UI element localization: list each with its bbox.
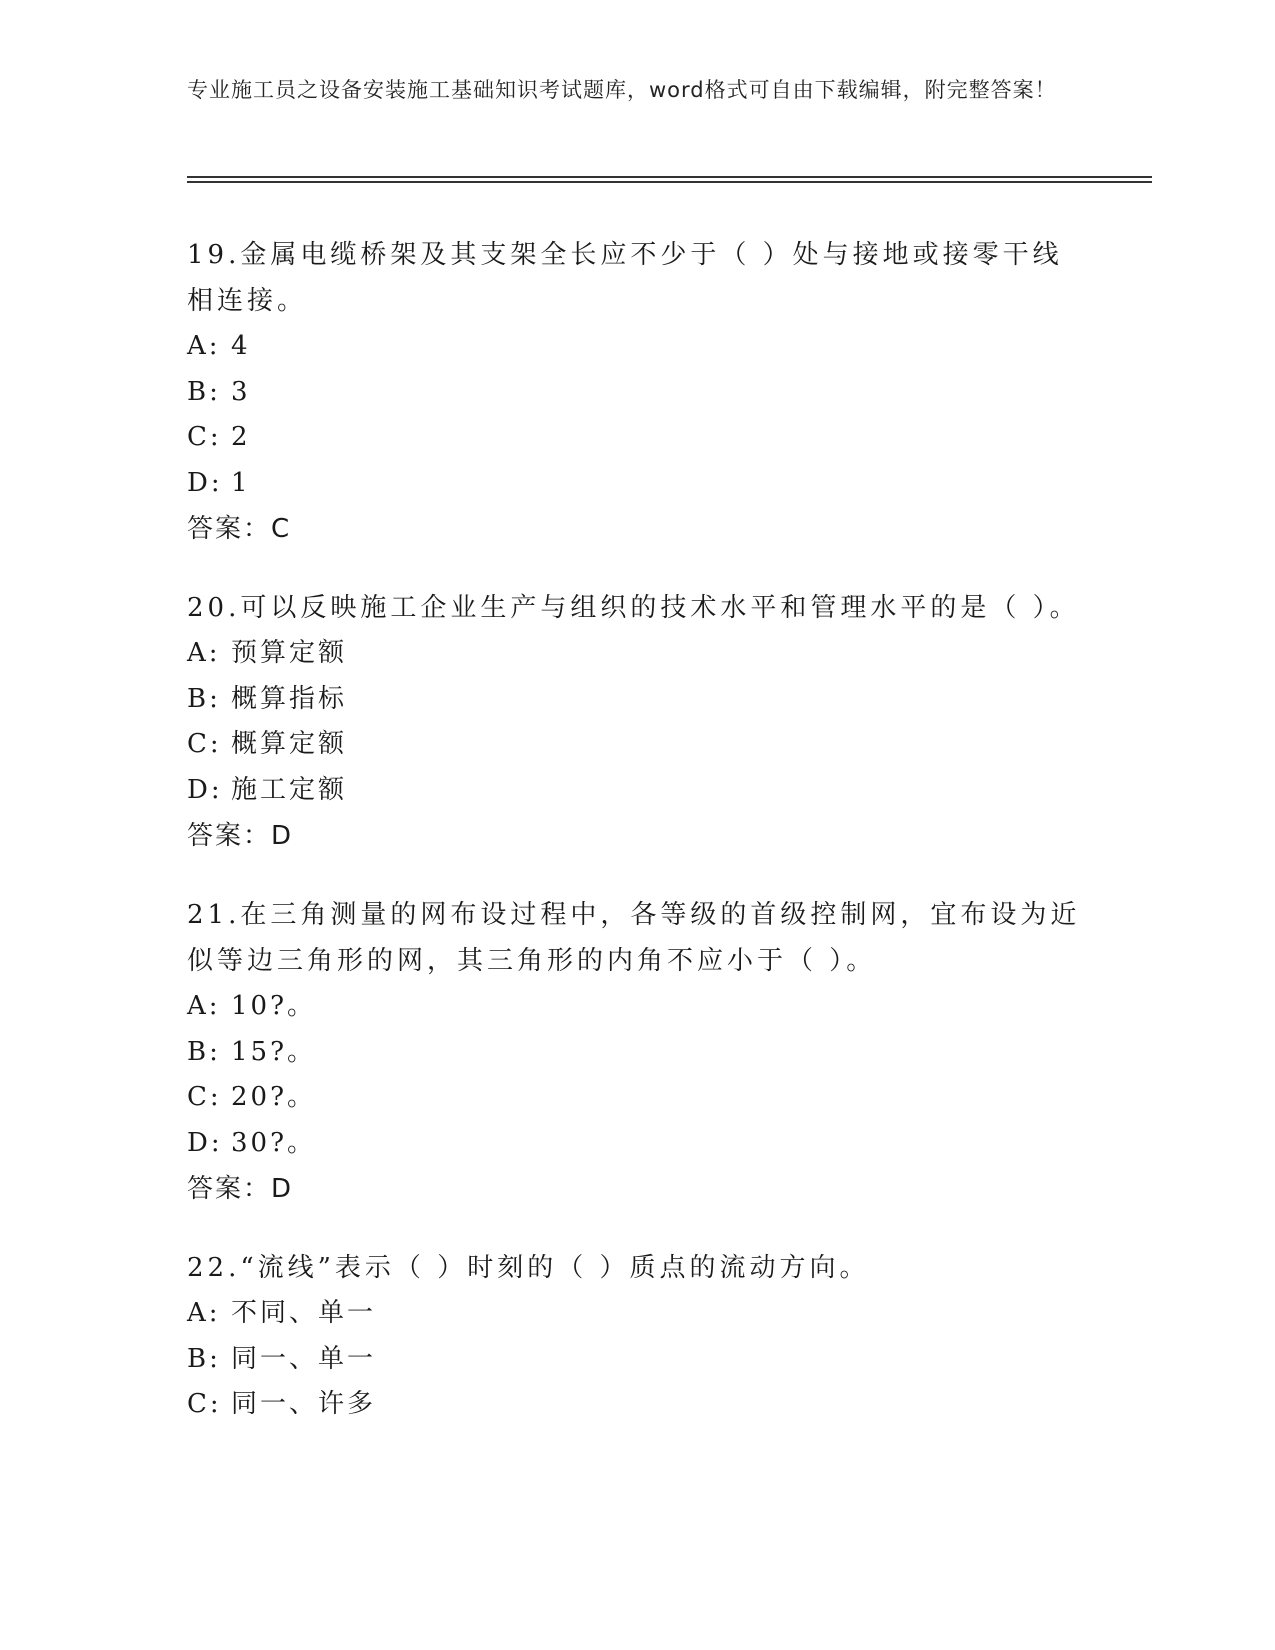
option-letter: B: [187,683,221,714]
option-a [187,631,1087,677]
option-letter: D: [187,774,223,805]
option-c [187,415,1087,461]
option-d [187,768,1087,814]
question-stem: 21.在三角测量的网布设过程中，各等级的首级控制网，宜布设为近似等边三角形的网，其三角形的内角不应小于（ ）。 [187,900,1081,976]
option-letter: B: [187,1036,221,1067]
option-text: 概算指标 [231,683,348,714]
option-text: 20?。 [231,1082,317,1112]
option-text: 10?。 [231,991,317,1021]
option-text: 2 [231,422,251,452]
option-c [187,722,1087,768]
option-b [187,677,1087,723]
question-block [187,892,1087,1212]
question-stem: 22.“流线”表示（ ）时刻的（ ）质点的流动方向。 [187,1253,870,1283]
option-letter: B: [187,376,221,407]
option-a [187,984,1087,1030]
option-letter: B: [187,1343,221,1374]
option-letter: A: [187,638,221,668]
header-divider [187,181,1152,183]
header-divider [187,176,1152,178]
option-letter: A: [187,991,221,1021]
option-a [187,1291,1087,1337]
option-text: 3 [231,376,251,407]
answer-line: 答案：C [187,514,292,544]
option-letter: A: [187,1298,221,1328]
question-list [187,232,1087,1461]
option-a [187,324,1087,370]
option-b [187,1337,1087,1383]
option-d [187,461,1087,507]
option-text: 不同、单一 [231,1298,377,1328]
option-text: 同一、单一 [231,1343,377,1374]
question-block [187,232,1087,552]
answer-line: 答案：D [187,821,294,851]
answer-line: 答案：D [187,1174,294,1204]
option-text: 4 [231,331,251,361]
option-text: 预算定额 [231,638,348,668]
option-text: 15?。 [231,1036,317,1067]
option-text: 概算定额 [231,729,348,759]
option-d [187,1121,1087,1167]
question-stem: 20.可以反映施工企业生产与组织的技术水平和管理水平的是（ ）。 [187,593,1080,623]
option-letter: C: [187,729,222,759]
document-header: 专业施工员之设备安装施工基础知识考试题库，word格式可自由下载编辑，附完整答案！ [187,78,1057,102]
option-letter: A: [187,331,221,361]
option-b [187,370,1087,416]
option-b [187,1030,1087,1076]
option-letter: D: [187,467,223,498]
option-text: 30?。 [231,1127,317,1158]
question-stem: 19.金属电缆桥架及其支架全长应不少于（ ）处与接地或接零干线相连接。 [187,240,1063,316]
option-letter: C: [187,1082,222,1112]
question-block [187,1245,1087,1428]
option-text: 1 [231,467,251,498]
option-c [187,1075,1087,1121]
option-letter: C: [187,1389,222,1419]
option-c [187,1382,1087,1428]
question-block [187,585,1087,859]
option-text: 施工定额 [231,774,348,805]
option-letter: D: [187,1127,223,1158]
option-text: 同一、许多 [231,1389,377,1419]
option-letter: C: [187,422,222,452]
